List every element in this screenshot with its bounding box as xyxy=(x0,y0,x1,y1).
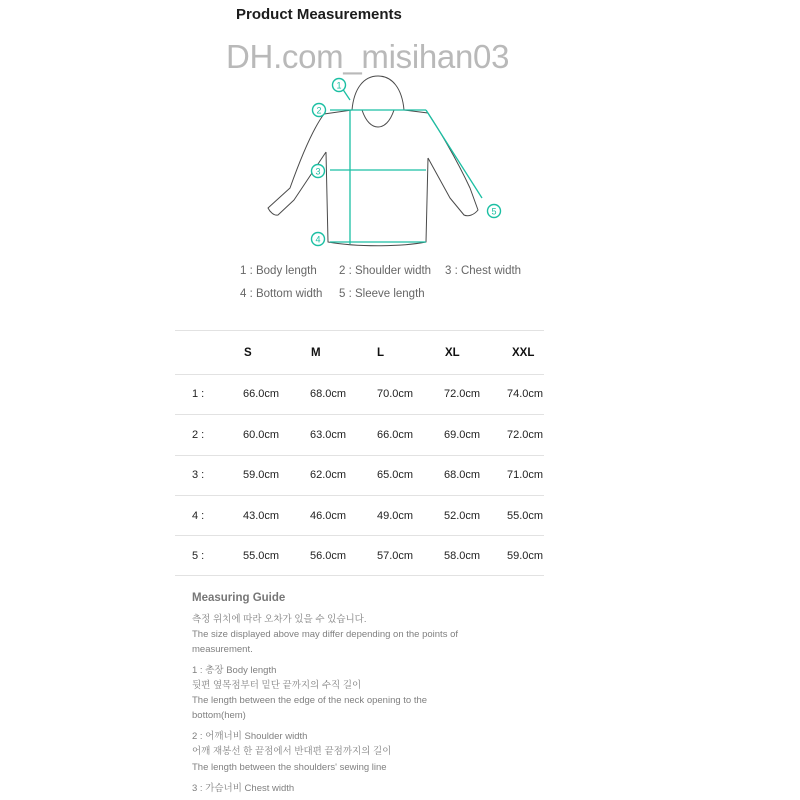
marker-5-label: 5 xyxy=(491,206,497,217)
table-cell: 65.0cm xyxy=(377,469,414,481)
hoodie-outline xyxy=(268,76,478,246)
table-cell: 59.0cm xyxy=(243,469,280,481)
table-cell: 43.0cm xyxy=(243,510,280,522)
guide-body-kr: 뒷편 옆목점부터 밑단 끝까지의 수직 길이 xyxy=(192,680,362,691)
table-cell: 55.0cm xyxy=(507,510,544,522)
table-divider xyxy=(175,495,544,496)
guide-shoulder-heading: 2 : 어깨너비 Shoulder width xyxy=(192,731,308,742)
column-header-l: L xyxy=(377,347,385,359)
legend-body-length: 1 : Body length xyxy=(240,265,317,277)
marker-1-label: 1 xyxy=(336,80,342,91)
column-header-xxl: XXL xyxy=(512,347,535,359)
guide-intro-kr: 측정 위치에 따라 오차가 있을 수 있습니다. xyxy=(192,614,367,625)
table-cell: 72.0cm xyxy=(507,429,544,441)
table-cell: 72.0cm xyxy=(444,388,481,400)
guide-title: Measuring Guide xyxy=(192,592,286,604)
column-header-m: M xyxy=(311,347,321,359)
marker-3-label: 3 xyxy=(315,166,321,177)
page-title: Product Measurements xyxy=(236,6,402,23)
table-divider xyxy=(175,455,544,456)
table-cell: 58.0cm xyxy=(444,550,481,562)
table-divider xyxy=(175,414,544,415)
table-cell: 69.0cm xyxy=(444,429,481,441)
legend-sleeve-length: 5 : Sleeve length xyxy=(339,288,425,300)
guide-body-en-2: bottom(hem) xyxy=(192,710,246,721)
guide-chest-heading: 3 : 가슴너비 Chest width xyxy=(192,783,295,794)
table-divider xyxy=(175,575,544,576)
marker-2-label: 2 xyxy=(316,105,322,116)
marker-4 xyxy=(312,233,325,246)
table-cell: 56.0cm xyxy=(310,550,347,562)
guide-intro-en-2: measurement. xyxy=(192,644,253,655)
guide-shoulder-en: The length between the shoulders' sewing line xyxy=(192,762,387,773)
table-cell: 60.0cm xyxy=(243,429,280,441)
guide-body-en-1: The length between the edge of the neck opening to the xyxy=(192,695,428,706)
table-divider xyxy=(175,330,544,331)
marker-2 xyxy=(313,104,326,117)
table-cell: 59.0cm xyxy=(507,550,544,562)
row-label: 1 : xyxy=(192,388,205,400)
marker-5 xyxy=(488,205,501,218)
table-cell: 66.0cm xyxy=(243,388,280,400)
guide-shoulder-kr: 어깨 재봉선 한 끝점에서 반대편 끝점까지의 길이 xyxy=(192,746,392,757)
table-cell: 55.0cm xyxy=(243,550,280,562)
legend-chest-width: 3 : Chest width xyxy=(445,265,522,277)
table-divider xyxy=(175,535,544,536)
table-cell: 71.0cm xyxy=(507,469,544,481)
table-cell: 57.0cm xyxy=(377,550,414,562)
guide-intro-en-1: The size displayed above may differ depending on the points of xyxy=(192,629,458,640)
column-header-xl: XL xyxy=(445,347,460,359)
table-cell: 70.0cm xyxy=(377,388,414,400)
legend-shoulder-width: 2 : Shoulder width xyxy=(339,265,432,277)
table-cell: 63.0cm xyxy=(310,429,347,441)
table-cell: 74.0cm xyxy=(507,388,544,400)
row-label: 2 : xyxy=(192,429,205,441)
table-cell: 66.0cm xyxy=(377,429,414,441)
legend-bottom-width: 4 : Bottom width xyxy=(240,288,323,300)
table-cell: 62.0cm xyxy=(310,469,347,481)
marker-3 xyxy=(312,165,325,178)
row-label: 3 : xyxy=(192,469,205,481)
marker-4-label: 4 xyxy=(315,234,321,245)
table-cell: 46.0cm xyxy=(310,510,347,522)
table-cell: 49.0cm xyxy=(377,510,414,522)
row-label: 4 : xyxy=(192,510,205,522)
hoodie-measurement-diagram xyxy=(260,70,520,260)
table-cell: 52.0cm xyxy=(444,510,481,522)
column-header-s: S xyxy=(244,347,252,359)
table-divider xyxy=(175,374,544,375)
marker-1 xyxy=(333,79,346,92)
row-label: 5 : xyxy=(192,550,205,562)
table-cell: 68.0cm xyxy=(444,469,481,481)
guide-body-heading: 1 : 총장 Body length xyxy=(192,665,277,676)
watermark: DH.com_misihan03 xyxy=(226,38,510,75)
table-cell: 68.0cm xyxy=(310,388,347,400)
